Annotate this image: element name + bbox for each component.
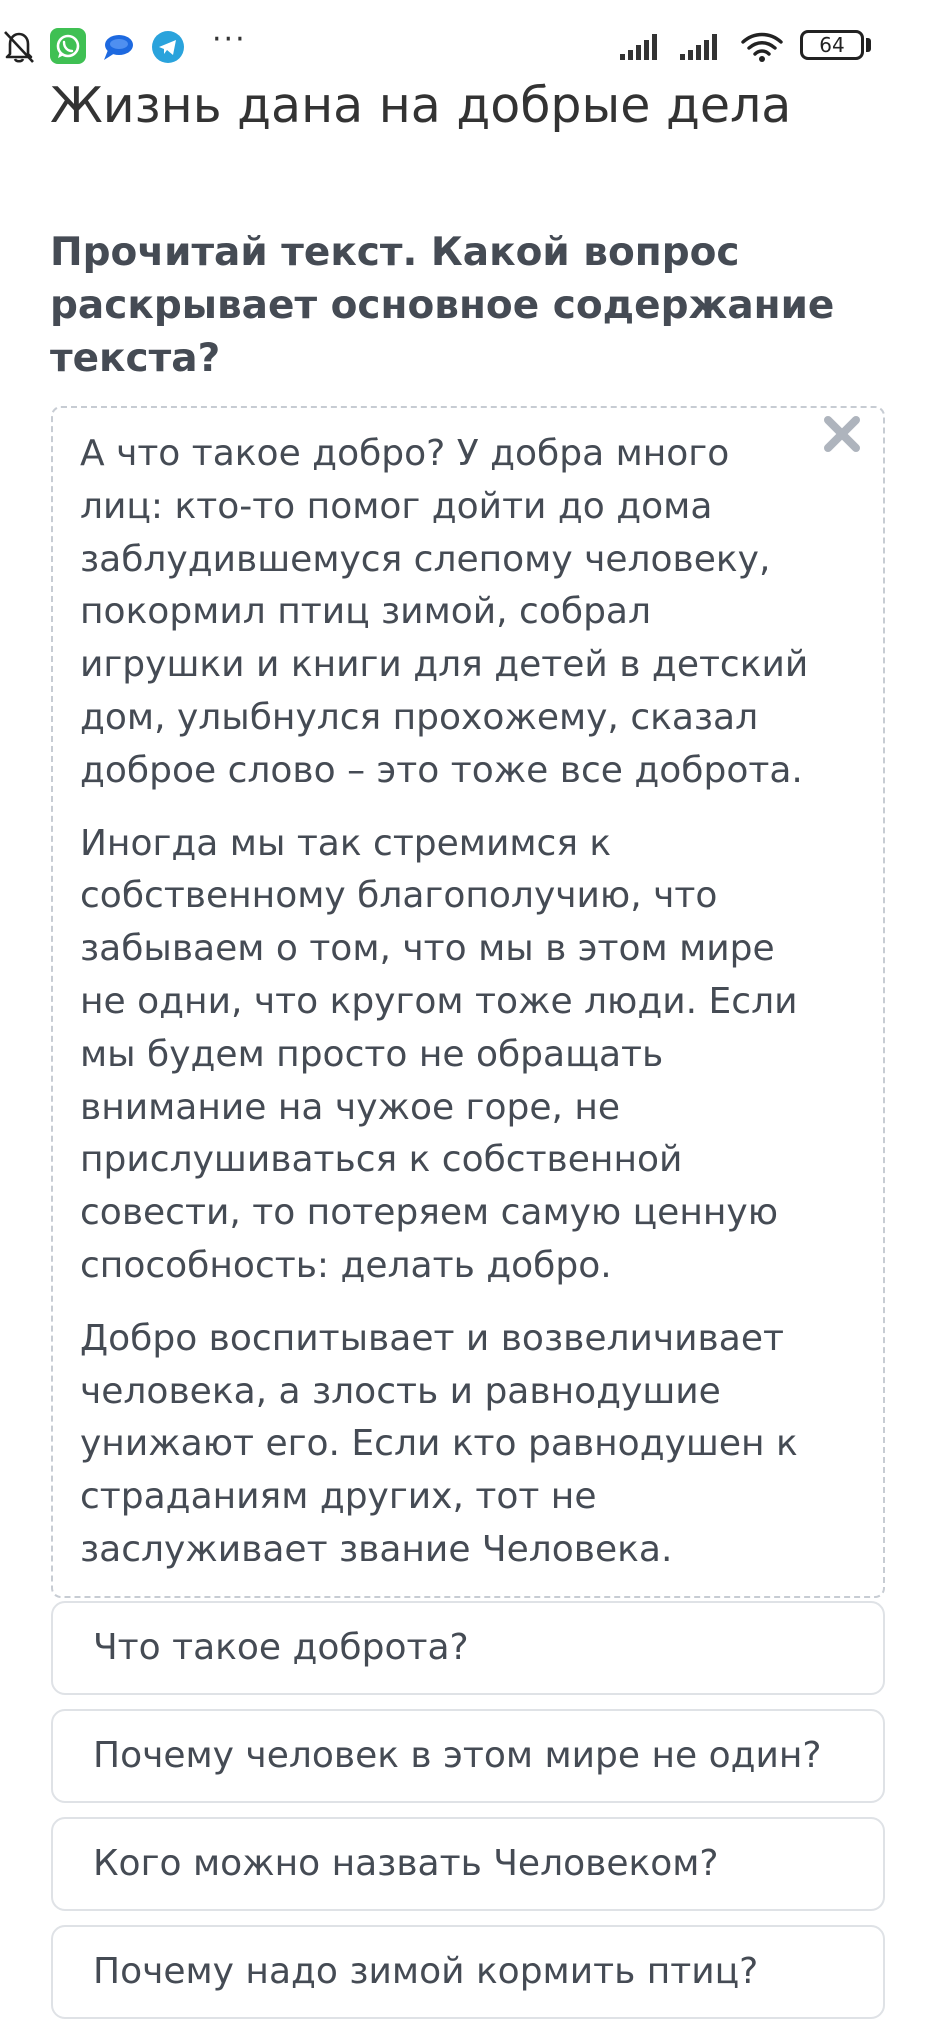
chat-icon bbox=[102, 32, 134, 62]
passage-paragraph: Добро воспитывает и возвеличивает человека, а злость и равнодушие унижают его. Если кто равнодушен к страданиям других, тот не заслуживает звание Человека. bbox=[80, 1317, 798, 1570]
signal-icon bbox=[618, 30, 666, 62]
answer-option-3[interactable] bbox=[51, 1817, 885, 1911]
answer-option-1[interactable] bbox=[51, 1601, 885, 1695]
answer-option-4[interactable] bbox=[51, 1925, 885, 2019]
telegram-icon bbox=[151, 30, 185, 64]
answer-option-label: Почему человек в этом мире не один? bbox=[93, 1735, 822, 1776]
wifi-icon bbox=[740, 30, 784, 64]
whatsapp-icon bbox=[50, 28, 86, 64]
page-title: Жизнь дана на добрые дела bbox=[50, 77, 792, 134]
battery-tip bbox=[866, 38, 871, 52]
battery-icon: 64 bbox=[800, 30, 864, 60]
answer-option-label: Почему надо зимой кормить птиц? bbox=[93, 1951, 759, 1992]
passage-paragraph: Иногда мы так стремимся к собственному благополучию, что забываем о том, что мы в этом мире не одни, что кругом тоже люди. Если мы будем просто не обращать внимание на чужое горе, не прислушиваться к собственной совести, то потеряем самую ценную способность: делать добро. bbox=[80, 822, 798, 1286]
passage-paragraph: А что такое добро? У добра много лиц: кто-то помог дойти до дома заблудившемуся слепому человеку, покормил птиц зимой, собрал игрушки и книги для детей в детский дом, улыбнулся прохожему, сказал доброе слово – это тоже все доброта. bbox=[80, 433, 809, 791]
answer-option-2[interactable] bbox=[51, 1709, 885, 1803]
answer-option-label: Что такое доброта? bbox=[93, 1627, 469, 1668]
more-notifications-icon: ··· bbox=[212, 22, 247, 57]
bell-off-icon bbox=[2, 28, 36, 64]
signal-icon bbox=[678, 30, 726, 62]
passage-text bbox=[80, 428, 860, 1597]
answer-option-label: Кого можно назвать Человеком? bbox=[93, 1843, 719, 1884]
question-text: Прочитай текст. Какой вопрос раскрывает основное содержание текста? bbox=[50, 230, 835, 381]
